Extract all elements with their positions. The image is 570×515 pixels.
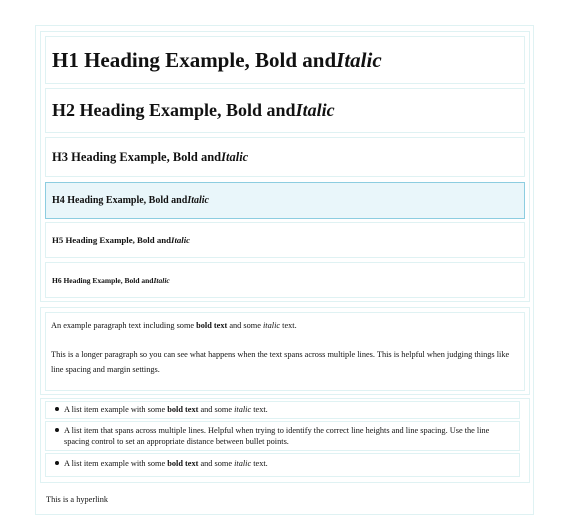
paragraph-2: This is a longer paragraph so you can see what happens when the text spans across multiple lines. This is helpful when judging things like line spacing and margin settings.	[51, 350, 510, 374]
hyperlink-text[interactable]: This is a hyperlink	[46, 495, 108, 504]
bullet-icon	[55, 461, 59, 465]
heading-5-text: H5 Heading Example, Bold and	[52, 235, 172, 245]
heading-3-text: H3 Heading Example, Bold and	[52, 149, 222, 164]
heading-4-block-selected[interactable]	[45, 182, 525, 219]
list-item-bold: bold text	[167, 405, 199, 414]
list-item[interactable]	[45, 453, 520, 477]
paragraph-1-middle: and some	[227, 321, 263, 330]
heading-2-block[interactable]	[45, 88, 525, 133]
list-item-middle: and some	[198, 405, 235, 414]
list-item-italic: italic	[234, 405, 252, 414]
heading-4-text: H4 Heading Example, Bold and	[52, 195, 188, 206]
heading-2-text: H2 Heading Example, Bold and	[52, 100, 296, 120]
paragraph-1-before: An example paragraph text including some	[51, 321, 197, 330]
heading-4-italic: Italic	[187, 195, 209, 206]
list-item-text	[64, 404, 511, 415]
paragraph-1-bold: bold text	[196, 321, 228, 330]
list-item-text: A list item that spans across multiple lines. Helpful when trying to identify the correct line heights and line spacing. Use the line spacing control to set an appropriate distance between bullet points.	[64, 426, 490, 446]
heading-5-block[interactable]	[45, 222, 525, 258]
list-item-text	[64, 458, 511, 469]
heading-2-italic: Italic	[295, 100, 335, 120]
heading-1-text: H1 Heading Example, Bold and	[52, 47, 337, 72]
list-item[interactable]	[45, 401, 520, 419]
paragraph-1	[51, 318, 517, 333]
list-item-italic: italic	[234, 459, 252, 468]
paragraph-1-italic: italic	[263, 321, 281, 330]
heading-3-italic: Italic	[221, 149, 249, 164]
paragraph-1-after: text.	[280, 321, 297, 330]
list-item-before: A list item example with some	[64, 459, 168, 468]
list-item-bold: bold text	[167, 459, 199, 468]
list-item-after: text.	[251, 459, 268, 468]
list-item-middle: and some	[198, 459, 235, 468]
heading-3-block[interactable]	[45, 137, 525, 177]
list-item-before: A list item example with some	[64, 405, 168, 414]
bullet-icon	[55, 407, 59, 411]
heading-1-italic: Italic	[336, 47, 382, 72]
bullet-icon	[55, 428, 59, 432]
list-item-after: text.	[251, 405, 268, 414]
heading-1-block[interactable]	[45, 36, 525, 84]
heading-6-text: H6 Heading Example, Bold and	[52, 275, 154, 285]
heading-5-italic: Italic	[171, 235, 191, 245]
heading-6-italic: Italic	[153, 275, 170, 285]
list-item[interactable]	[45, 421, 520, 451]
heading-6-block[interactable]	[45, 262, 525, 298]
